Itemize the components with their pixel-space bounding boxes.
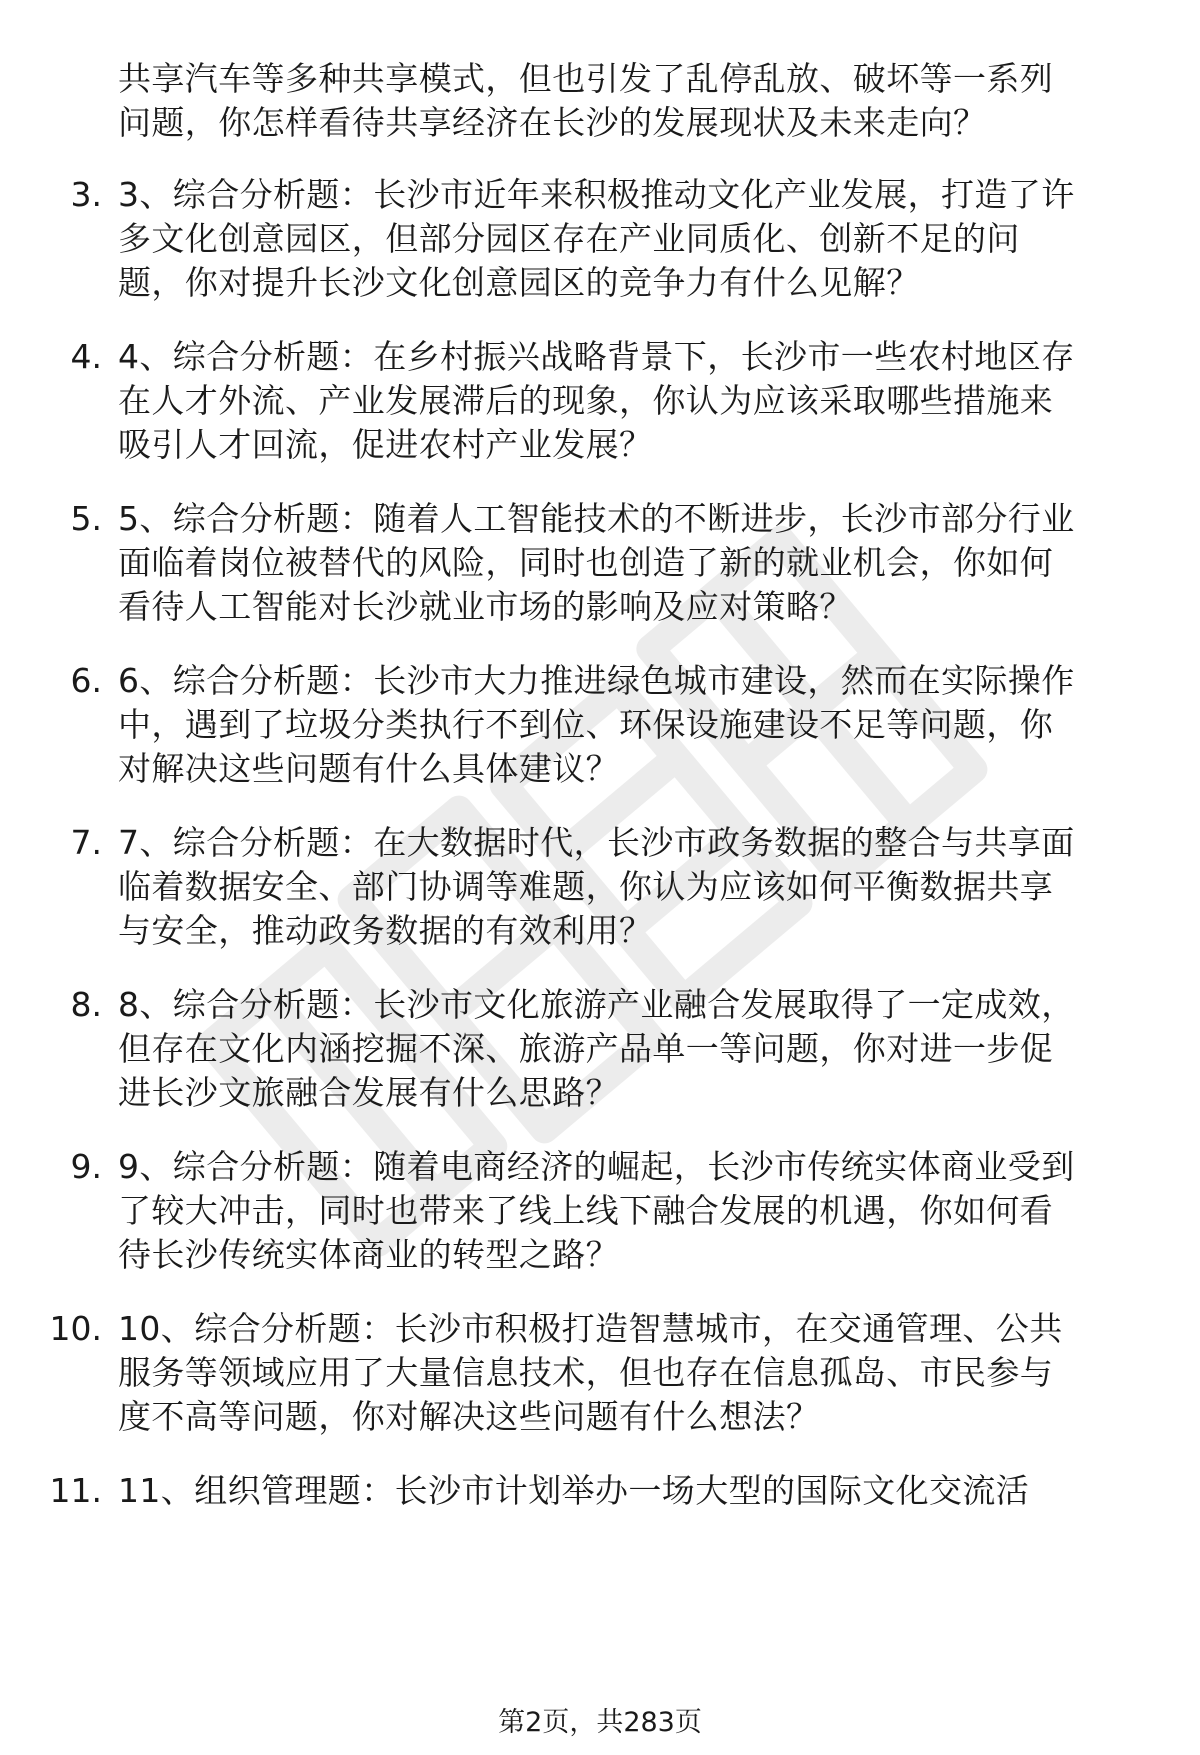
continuation-line: 问题，你怎样看待共享经济在长沙的发展现状及未来走向？ bbox=[118, 103, 987, 142]
question-line: 9、综合分析题：随着电商经济的崛起，长沙市传统实体商业受到 bbox=[118, 1147, 1075, 1186]
question-line: 7、综合分析题：在大数据时代，长沙市政务数据的整合与共享面 bbox=[118, 823, 1075, 862]
question-line: 在人才外流、产业发展滞后的现象，你认为应该采取哪些措施来 bbox=[118, 381, 1054, 420]
question-line: 5、综合分析题：随着人工智能技术的不断进步，长沙市部分行业 bbox=[118, 499, 1075, 538]
continuation-line: 共享汽车等多种共享模式，但也引发了乱停乱放、破坏等一系列 bbox=[118, 59, 1054, 98]
question-number: 11. bbox=[49, 1471, 102, 1510]
question-line: 服务等领域应用了大量信息技术，但也存在信息孤岛、市民参与 bbox=[118, 1353, 1054, 1392]
question-line: 题，你对提升长沙文化创意园区的竞争力有什么见解？ bbox=[118, 263, 920, 302]
question-line: 临着数据安全、部门协调等难题，你认为应该如何平衡数据共享 bbox=[118, 867, 1054, 906]
question-line: 进长沙文旅融合发展有什么思路？ bbox=[118, 1073, 619, 1112]
question-line: 与安全，推动政务数据的有效利用？ bbox=[118, 911, 653, 950]
question-number: 10. bbox=[49, 1309, 102, 1348]
question-number: 5. bbox=[70, 499, 102, 538]
question-line: 度不高等问题，你对解决这些问题有什么想法？ bbox=[118, 1397, 820, 1436]
question-line: 中，遇到了垃圾分类执行不到位、环保设施建设不足等问题，你 bbox=[118, 705, 1054, 744]
question-number: 4. bbox=[70, 337, 102, 376]
question-line: 面临着岗位被替代的风险，同时也创造了新的就业机会，你如何 bbox=[118, 543, 1054, 582]
question-number: 8. bbox=[70, 985, 102, 1024]
question-line: 吸引人才回流，促进农村产业发展？ bbox=[118, 425, 653, 464]
question-number: 9. bbox=[70, 1147, 102, 1186]
question-line: 多文化创意园区，但部分园区存在产业同质化、创新不足的问 bbox=[118, 219, 1020, 258]
question-line: 8、综合分析题：长沙市文化旅游产业融合发展取得了一定成效， bbox=[118, 985, 1075, 1024]
question-line: 但存在文化内涵挖掘不深、旅游产品单一等问题，你对进一步促 bbox=[118, 1029, 1054, 1068]
question-number: 6. bbox=[70, 661, 102, 700]
question-line: 10、综合分析题：长沙市积极打造智慧城市，在交通管理、公共 bbox=[118, 1309, 1063, 1348]
question-line: 3、综合分析题：长沙市近年来积极推动文化产业发展，打造了许 bbox=[118, 175, 1075, 214]
question-line: 待长沙传统实体商业的转型之路？ bbox=[118, 1235, 619, 1274]
question-line: 了较大冲击，同时也带来了线上线下融合发展的机遇，你如何看 bbox=[118, 1191, 1054, 1230]
question-number: 7. bbox=[70, 823, 102, 862]
question-line: 看待人工智能对长沙就业市场的影响及应对策略？ bbox=[118, 587, 853, 626]
question-line: 11、组织管理题：长沙市计划举办一场大型的国际文化交流活 bbox=[118, 1471, 1030, 1510]
question-line: 6、综合分析题：长沙市大力推进绿色城市建设，然而在实际操作 bbox=[118, 661, 1075, 700]
question-number: 3. bbox=[70, 175, 102, 214]
question-line: 对解决这些问题有什么具体建议？ bbox=[118, 749, 619, 788]
question-line: 4、综合分析题：在乡村振兴战略背景下，长沙市一些农村地区存 bbox=[118, 337, 1075, 376]
page-footer: 第2页，共283页 bbox=[498, 1707, 702, 1738]
